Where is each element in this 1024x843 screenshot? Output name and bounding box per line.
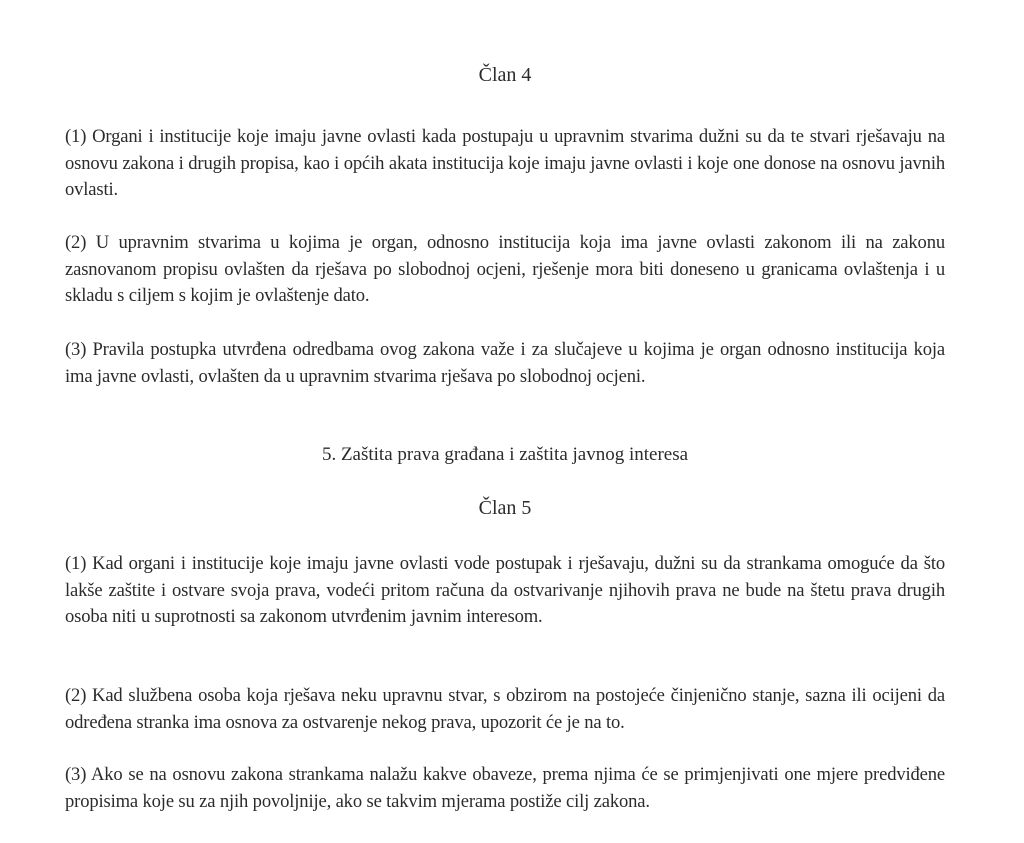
article-5-paragraph-1: (1) Kad organi i institucije koje imaju javne ovlasti vode postupak i rješavaju, dužni su da strankama omoguće da što lakše zaštite i ostvare svoja prava, vodeći pritom računa da ostvarivanje njihovih prava ne bude na štetu prava drugih osoba niti u suprotnosti sa zakonom utvrđenim javnim interesom. xyxy=(65,553,945,627)
article-4-heading: Član 4 xyxy=(478,64,532,86)
article-5-heading: Član 5 xyxy=(478,497,532,519)
article-4-paragraph-1: (1) Organi i institucije koje imaju javne ovlasti kada postupaju u upravnim stvarima dužni su da te stvari rješavaju na osnovu zakona i drugih propisa, kao i općih akata institucija koje imaju javne ovlasti i koje one donose na osnovu javnih ovlasti. xyxy=(65,126,945,200)
section-5-heading: 5. Zaštita prava građana i zaštita javnog interesa xyxy=(321,444,689,465)
article-5-paragraph-3: (3) Ako se na osnovu zakona strankama nalažu kakve obaveze, prema njima će se primjenjivati one mjere predviđene propisima koje su za njih povoljnije, ako se takvim mjerama postiže cilj zakona. xyxy=(65,764,945,812)
article-5-paragraph-2: (2) Kad službena osoba koja rješava neku upravnu stvar, s obzirom na postojeće činjenično stanje, sazna ili ocijeni da određena stranka ima osnova za ostvarenje nekog prava, upozorit će je na to. xyxy=(65,685,945,733)
article-4-paragraph-2: (2) U upravnim stvarima u kojima je organ, odnosno institucija koja ima javne ovlasti zakonom ili na zakonu zasnovanom propisu ovlašten da rješava po slobodnoj ocjeni, rješenje mora biti doneseno u granicama ovlaštenja i u skladu s ciljem s kojim je ovlaštenje dato. xyxy=(65,232,945,306)
article-4-paragraph-3: (3) Pravila postupka utvrđena odredbama ovog zakona važe i za slučajeve u kojima je organ odnosno institucija koja ima javne ovlasti, ovlašten da u upravnim stvarima rješava po slobodnoj ocjeni. xyxy=(65,339,945,387)
